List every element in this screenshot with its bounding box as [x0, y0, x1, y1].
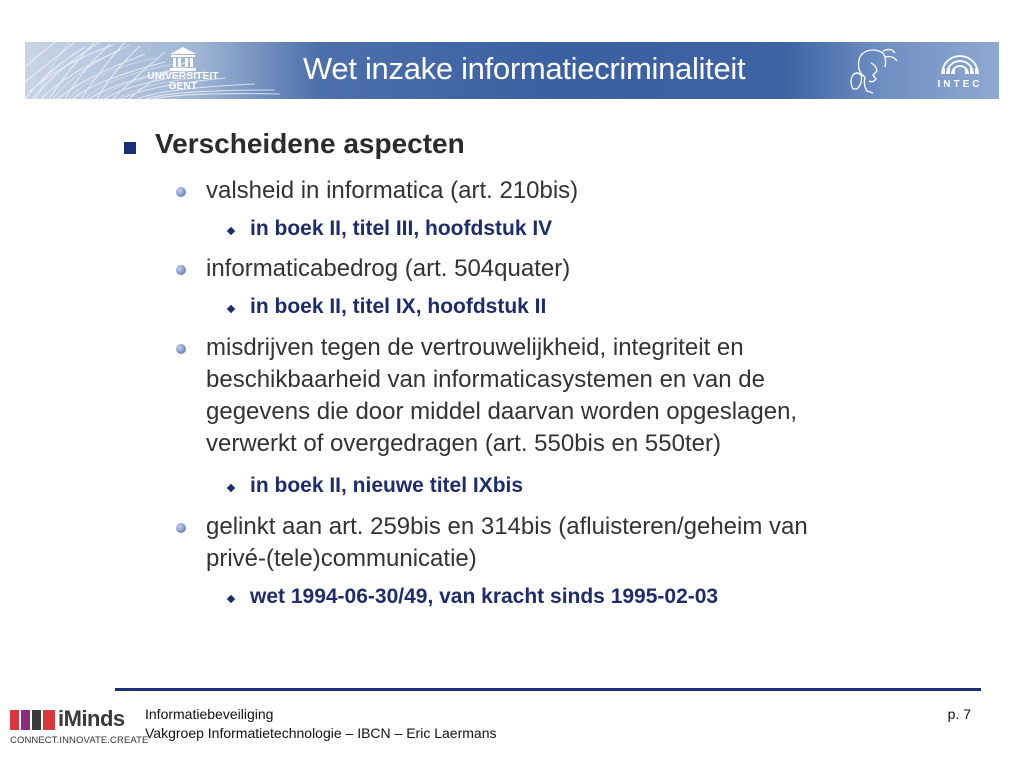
list-item-line: beschikbaarheid van informaticasystemen en van de: [206, 366, 765, 393]
list-item-line: gegevens die door middel daarvan worden opgeslagen,: [206, 398, 798, 425]
intec-label: INTEC: [937, 79, 983, 90]
iminds-logo: [10, 706, 149, 750]
list-subitem: wet 1994-06-30/49, van kracht sinds 1995-02-03: [250, 585, 719, 608]
circle-bullet-icon: [176, 265, 186, 275]
page-number: p. 7: [947, 706, 971, 722]
iminds-bars-icon: [10, 710, 55, 730]
square-bullet-icon: [124, 142, 136, 154]
university-name-line2: GENT: [168, 81, 198, 92]
diamond-bullet-icon: [227, 305, 235, 313]
list-item-line: misdrijven tegen de vertrouwelijkheid, integriteit en: [206, 334, 744, 361]
iminds-tagline: CONNECT.INNOVATE.CREATE: [10, 735, 149, 746]
list-item: valsheid in informatica (art. 210bis): [206, 177, 579, 204]
list-item-line: verwerkt of overgedragen (art. 550bis en 550ter): [206, 430, 721, 457]
diamond-bullet-icon: [227, 227, 235, 235]
diamond-bullet-icon: [227, 595, 235, 603]
diamond-bullet-icon: [227, 484, 235, 492]
iminds-wordmark: iMinds: [58, 706, 125, 731]
list-item-line: privé-(tele)communicatie): [206, 545, 477, 572]
list-item: [206, 511, 946, 575]
circle-bullet-icon: [176, 523, 186, 533]
list-item: informaticabedrog (art. 504quater): [206, 255, 571, 282]
section-heading: Verscheidene aspecten: [155, 128, 465, 159]
list-subitem: in boek II, titel III, hoofdstuk IV: [250, 217, 553, 240]
footer-department: Vakgroep Informatietechnologie – IBCN – Eric Laermans: [145, 725, 497, 741]
university-name-line1: UNIVERSITEIT: [147, 71, 219, 82]
list-item-line: gelinkt aan art. 259bis en 314bis (afluisteren/geheim van: [206, 513, 808, 540]
footer-course-name: Informatiebeveiliging: [145, 706, 274, 722]
circle-bullet-icon: [176, 344, 186, 354]
slide-title: Wet inzake informatiecriminaliteit: [303, 51, 746, 86]
footer-divider: [115, 688, 981, 691]
list-subitem: in boek II, nieuwe titel IXbis: [250, 474, 524, 497]
list-subitem: in boek II, titel IX, hoofdstuk II: [250, 295, 547, 318]
list-item: [206, 332, 946, 460]
circle-bullet-icon: [176, 187, 186, 197]
